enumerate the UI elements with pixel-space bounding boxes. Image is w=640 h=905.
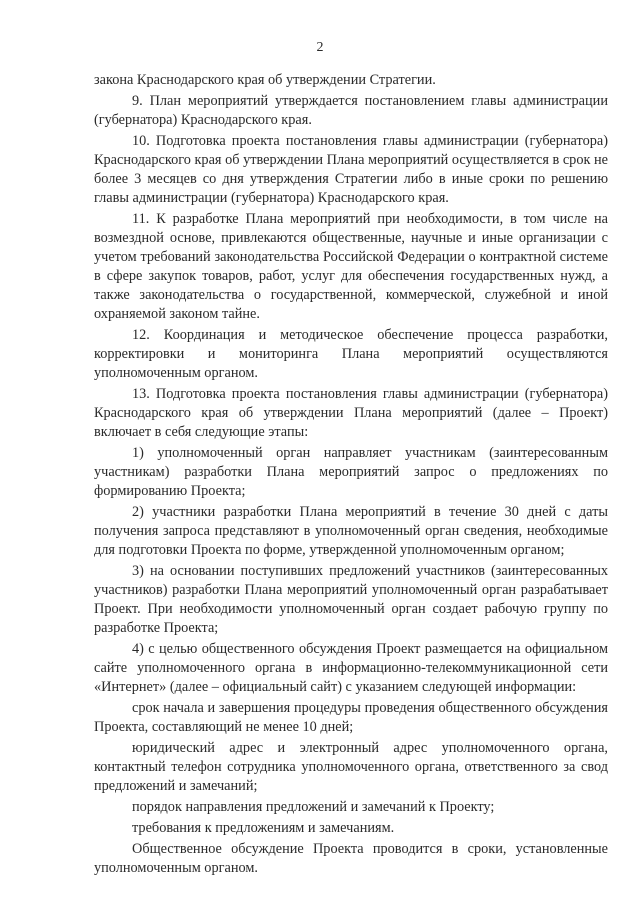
paragraph-continuation: закона Краснодарского края об утверждении Стратегии. <box>94 72 436 88</box>
list-item-4: 4) с целью общественного обсуждения Проект размещается на официальном сайте уполномоченного органа в информационно-телекоммуникационной сети «Интернет» (далее – официальный сайт) с указанием следующей информации: <box>94 641 608 695</box>
info-item-procedure: порядок направления предложений и замечаний к Проекту; <box>132 799 495 815</box>
info-item-requirements: требования к предложениям и замечаниям. <box>132 820 395 836</box>
info-item-term: срок начала и завершения процедуры проведения общественного обсуждения Проекта, составляющий не менее 10 дней; <box>94 700 608 735</box>
page-number: 2 <box>316 40 324 55</box>
paragraph-12: 12. Координация и методическое обеспечение процесса разработки, корректировки и мониторинга Плана мероприятий осуществляются уполномоченным органом. <box>94 327 608 381</box>
paragraph-9: 9. План мероприятий утверждается постановлением главы администрации (губернатора) Краснодарского края. <box>94 93 608 128</box>
paragraph-13: 13. Подготовка проекта постановления главы администрации (губернатора) Краснодарского края об утверждении Плана мероприятий (далее – Проект) включает в себя следующие этапы: <box>94 386 608 440</box>
list-item-3: 3) на основании поступивших предложений участников (заинтересованных участников) разработки Плана мероприятий уполномоченный орган разрабатывает Проект. При необходимости уполномоченный орган создает рабочую группу по разработке Проекта; <box>94 563 608 636</box>
paragraph-closing: Общественное обсуждение Проекта проводится в сроки, установленные уполномоченным органом. <box>94 841 608 876</box>
list-item-1: 1) уполномоченный орган направляет участникам (заинтересованным участникам) разработки Плана мероприятий запрос о предложениях по формированию Проекта; <box>94 445 608 499</box>
list-item-2: 2) участники разработки Плана мероприятий в течение 30 дней с даты получения запроса представляют в уполномоченный орган сведения, необходимые для подготовки Проекта по форме, утвержденной уполномоченным органом; <box>94 504 608 558</box>
document-body <box>94 71 608 880</box>
paragraph-11: 11. К разработке Плана мероприятий при необходимости, в том числе на возмездной основе, привлекаются общественные, научные и иные организации с учетом требований законодательства Российской Федерации о контрактной системе в сфере закупок товаров, работ, услуг для обеспечения государственных нужд, а также законодательства о государственной, коммерческой, служебной и иной охраняемой законом тайне. <box>94 211 608 322</box>
paragraph-10: 10. Подготовка проекта постановления главы администрации (губернатора) Краснодарского края об утверждении Плана мероприятий осуществляется в срок не более 3 месяцев со дня утверждения Стратегии либо в иные сроки по решению главы администрации (губернатора) Краснодарского края. <box>94 133 608 206</box>
info-item-address: юридический адрес и электронный адрес уполномоченного органа, контактный телефон сотрудника уполномоченного органа, ответственного за свод предложений и замечаний; <box>94 740 608 794</box>
